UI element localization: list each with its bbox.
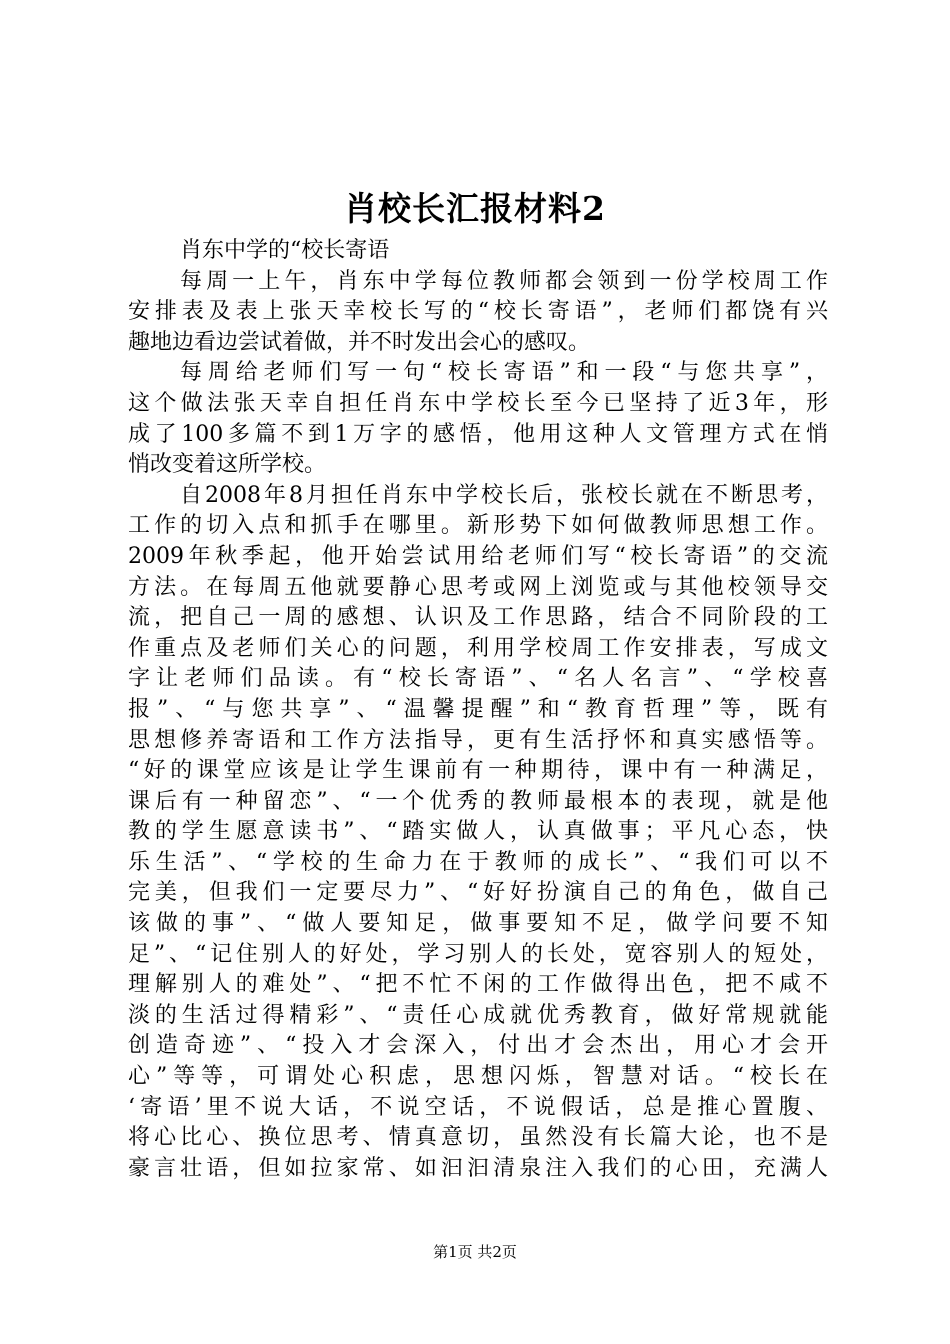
paragraph bbox=[128, 358, 828, 480]
paragraph-line: 足”、“记住别人的好处，学习别人的长处，宽容别人的短处， bbox=[128, 941, 828, 967]
paragraph-line: 教的学生愿意读书”、“踏实做人，认真做事；平凡心态，快 bbox=[128, 819, 828, 845]
paragraph-line: 豪言壮语，但如拉家常、如汩汩清泉注入我们的心田，充满人 bbox=[128, 1155, 828, 1181]
paragraph-line: 每周给老师们写一句“校长寄语”和一段“与您共享”， bbox=[180, 360, 828, 386]
paragraph-line: 方法。在每周五他就要静心思考或网上浏览或与其他校领导交 bbox=[128, 574, 828, 600]
paragraph-line: ‘寄语’里不说大话，不说空话，不说假话，总是推心置腹、 bbox=[128, 1094, 828, 1120]
document-title: 肖校长汇报材料2 bbox=[344, 189, 606, 228]
paragraph-line: 这个做法张天幸自担任肖东中学校长至今已坚持了近3年，形 bbox=[128, 390, 828, 416]
paragraph bbox=[128, 481, 828, 1185]
paragraph-line: 乐生活”、“学校的生命力在于教师的成长”、“我们可以不 bbox=[128, 849, 828, 875]
paragraph-line: 安排表及表上张天幸校长写的“校长寄语”，老师们都饶有兴 bbox=[128, 299, 828, 325]
paragraph-line: “好的课堂应该是让学生课前有一种期待，课中有一种满足， bbox=[128, 758, 828, 784]
page-footer: 第1页 共2页 bbox=[433, 1243, 517, 1261]
paragraph-line: 字让老师们品读。有“校长寄语”、“名人名言”、“学校喜 bbox=[128, 666, 828, 692]
paragraph-line: 该做的事”、“做人要知足，做事要知不足，做学问要不知 bbox=[128, 911, 828, 937]
paragraph-line: 理解别人的难处”、“把不忙不闲的工作做得出色，把不咸不 bbox=[128, 972, 828, 998]
paragraph-line: 课后有一种留恋”、“一个优秀的教师最根本的表现，就是他 bbox=[128, 788, 828, 814]
paragraph-line: 创造奇迹”、“投入才会深入，付出才会杰出，用心才会开 bbox=[128, 1033, 828, 1059]
document-body bbox=[128, 236, 828, 1184]
paragraph-line: 每周一上午，肖东中学每位教师都会领到一份学校周工作 bbox=[180, 268, 828, 294]
paragraph-line: 心”等等，可谓处心积虑，思想闪烁，智慧对话。“校长在 bbox=[128, 1064, 828, 1090]
paragraph-line: 成了100多篇不到1万字的感悟，他用这种人文管理方式在悄 bbox=[128, 421, 828, 447]
paragraph-line: 2009年秋季起，他开始尝试用给老师们写“校长寄语”的交流 bbox=[128, 543, 828, 569]
paragraph-line: 淡的生活过得精彩”、“责任心成就优秀教育，做好常规就能 bbox=[128, 1002, 828, 1028]
paragraph-line: 完美，但我们一定要尽力”、“好好扮演自己的角色，做自己 bbox=[128, 880, 828, 906]
paragraph-line: 作重点及老师们关心的问题，利用学校周工作安排表，写成文 bbox=[128, 635, 828, 661]
paragraph-line: 将心比心、换位思考、情真意切，虽然没有长篇大论，也不是 bbox=[128, 1125, 828, 1151]
paragraph-line: 肖东中学的“校长寄语 bbox=[180, 238, 390, 263]
paragraph-line: 自2008年8月担任肖东中学校长后，张校长就在不断思考， bbox=[180, 482, 828, 508]
paragraph-line: 流，把自己一周的感想、认识及工作思路，结合不同阶段的工 bbox=[128, 605, 828, 631]
paragraph-line: 报”、“与您共享”、“温馨提醒”和“教育哲理”等，既有 bbox=[128, 696, 828, 722]
paragraph bbox=[128, 236, 828, 267]
paragraph-line: 悄改变着这所学校。 bbox=[128, 452, 327, 478]
paragraph-line: 工作的切入点和抓手在哪里。新形势下如何做教师思想工作。 bbox=[128, 513, 828, 539]
paragraph-line: 趣地边看边尝试着做，并不时发出会心的感叹。 bbox=[128, 329, 591, 355]
paragraph bbox=[128, 267, 828, 359]
paragraph-line: 思想修养寄语和工作方法指导，更有生活抒怀和真实感悟等。 bbox=[128, 727, 828, 753]
